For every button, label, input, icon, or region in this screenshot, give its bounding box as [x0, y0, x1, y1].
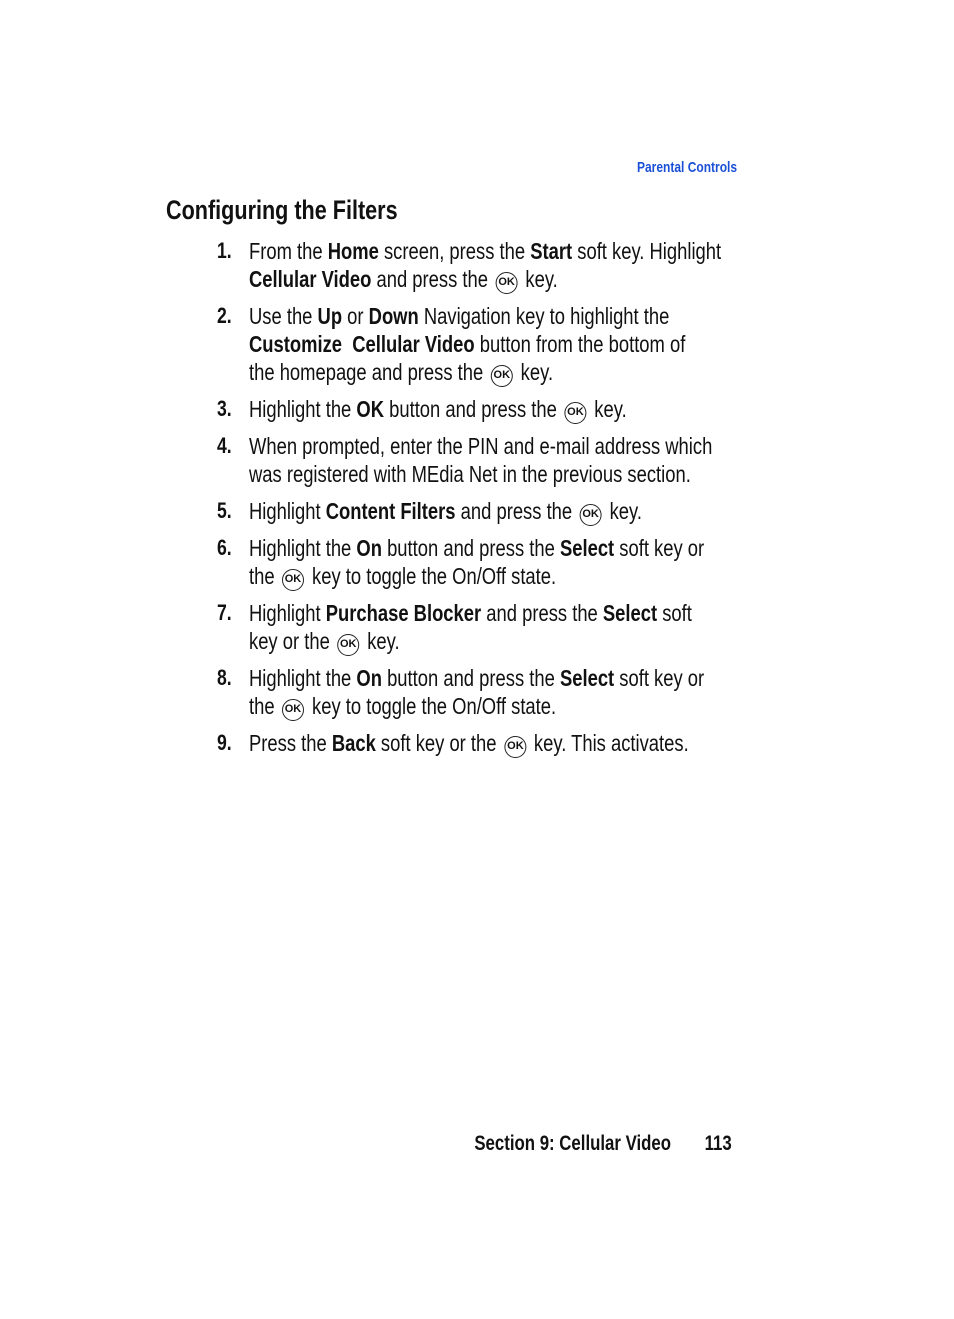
text-run: Navigation key to highlight the	[418, 303, 670, 329]
text-run: key.	[589, 396, 627, 422]
bold-term: Up	[317, 303, 343, 329]
step-text-line	[249, 395, 817, 423]
step-text-line	[249, 330, 817, 358]
step-text-line	[249, 302, 817, 330]
step-text-line	[249, 265, 817, 293]
text-run: Use the	[249, 303, 318, 329]
step-number-text: 2.	[217, 303, 232, 328]
list-item	[217, 302, 817, 386]
section-title	[166, 195, 456, 226]
bold-term: Purchase Blocker	[325, 600, 482, 626]
text-run: Press the	[249, 730, 332, 756]
ok-key-icon: OK	[496, 272, 518, 294]
text-run: screen, press the	[378, 238, 531, 264]
text-run: From the	[249, 238, 328, 264]
text-run: Highlight	[249, 600, 326, 626]
text-run: the	[249, 563, 280, 589]
list-item	[217, 497, 817, 525]
list-item	[217, 729, 817, 757]
bold-term: On	[356, 535, 382, 561]
text-run: button and press the	[381, 665, 560, 691]
text-run: and press the	[481, 600, 603, 626]
text-run: the homepage and press the	[249, 359, 489, 385]
ok-key-icon: OK	[565, 402, 587, 424]
step-text-line	[249, 534, 817, 562]
step-number	[217, 534, 235, 562]
bold-term: Down	[368, 303, 419, 329]
text-run: or	[342, 303, 369, 329]
step-number-text: 1.	[217, 238, 232, 263]
step-text-line	[249, 729, 817, 757]
step-number-text: 5.	[217, 498, 232, 523]
step-number	[217, 237, 235, 265]
text-run: button from the bottom of	[474, 331, 686, 357]
step-number-text: 9.	[217, 730, 232, 755]
bold-term: Select	[559, 665, 615, 691]
bold-term: Select	[602, 600, 658, 626]
text-run: key. This activates.	[528, 730, 689, 756]
bold-term: Start	[530, 238, 573, 264]
step-text-line	[249, 599, 817, 627]
text-run: key to toggle the On/Off state.	[306, 563, 557, 589]
list-item	[217, 432, 817, 488]
bold-term: Cellular Video	[249, 266, 372, 292]
text-run: key or the	[249, 628, 335, 654]
step-text-line	[249, 460, 817, 488]
ok-key-icon: OK	[338, 634, 360, 656]
step-number-text: 4.	[217, 433, 232, 458]
step-number	[217, 395, 235, 423]
list-item	[217, 395, 817, 423]
page-number: 113	[704, 1132, 732, 1155]
text-run: Highlight the	[249, 665, 357, 691]
step-text-line	[249, 664, 817, 692]
step-number-text: 6.	[217, 535, 232, 560]
step-text-line	[249, 237, 817, 265]
section-title-text: Configuring the Filters	[166, 195, 398, 225]
footer-section: Section 9: Cellular Video	[474, 1132, 672, 1155]
list-item	[217, 237, 817, 293]
text-run: Highlight the	[249, 535, 357, 561]
text-run: key.	[520, 266, 558, 292]
text-run: soft key. Highlight	[572, 238, 722, 264]
text-run: button and press the	[384, 396, 562, 422]
bold-term: Select	[559, 535, 615, 561]
step-number	[217, 497, 235, 525]
step-text-line	[249, 358, 817, 386]
step-text-line	[249, 692, 817, 720]
text-run: Highlight	[249, 498, 326, 524]
bold-term: Content Filters	[325, 498, 456, 524]
ok-key-icon: OK	[491, 365, 513, 387]
page-footer	[410, 1132, 732, 1156]
text-run: soft key or	[614, 535, 705, 561]
text-run: soft	[657, 600, 692, 626]
list-item	[217, 534, 817, 590]
text-run: key.	[362, 628, 400, 654]
step-number	[217, 664, 235, 692]
steps-list	[217, 237, 817, 766]
step-number-text: 7.	[217, 600, 232, 625]
text-run: key.	[515, 359, 554, 385]
step-text-line	[249, 627, 817, 655]
step-text-line	[249, 432, 817, 460]
step-number	[217, 302, 235, 330]
list-item	[217, 599, 817, 655]
text-run: Highlight the	[249, 396, 357, 422]
step-number	[217, 599, 235, 627]
running-head-text: Parental Controls	[636, 159, 737, 176]
ok-key-icon: OK	[504, 736, 526, 758]
bold-term: Home	[327, 238, 379, 264]
step-text-line	[249, 497, 817, 525]
bold-term: On	[356, 665, 382, 691]
step-number-text: 3.	[217, 396, 232, 421]
list-item	[217, 664, 817, 720]
step-number	[217, 729, 235, 757]
bold-term: OK	[356, 396, 384, 422]
text-run: When prompted, enter the PIN and e-mail address which	[249, 433, 713, 459]
ok-key-icon: OK	[282, 569, 304, 591]
ok-key-icon: OK	[580, 504, 602, 526]
text-run: and press the	[455, 498, 578, 524]
text-run: and press the	[371, 266, 494, 292]
text-run: soft key or	[614, 665, 705, 691]
text-run: the	[249, 693, 280, 719]
running-head	[612, 159, 737, 176]
text-run: was registered with MEdia Net in the previous section.	[249, 461, 691, 487]
bold-term: Customize Cellular Video	[249, 331, 475, 357]
text-run: key.	[604, 498, 642, 524]
step-number	[217, 432, 235, 460]
text-run: key to toggle the On/Off state.	[306, 693, 557, 719]
text-run: button and press the	[381, 535, 560, 561]
ok-key-icon: OK	[282, 699, 304, 721]
bold-term: Back	[331, 730, 376, 756]
step-text-line	[249, 562, 817, 590]
step-number-text: 8.	[217, 665, 232, 690]
text-run: soft key or the	[375, 730, 502, 756]
